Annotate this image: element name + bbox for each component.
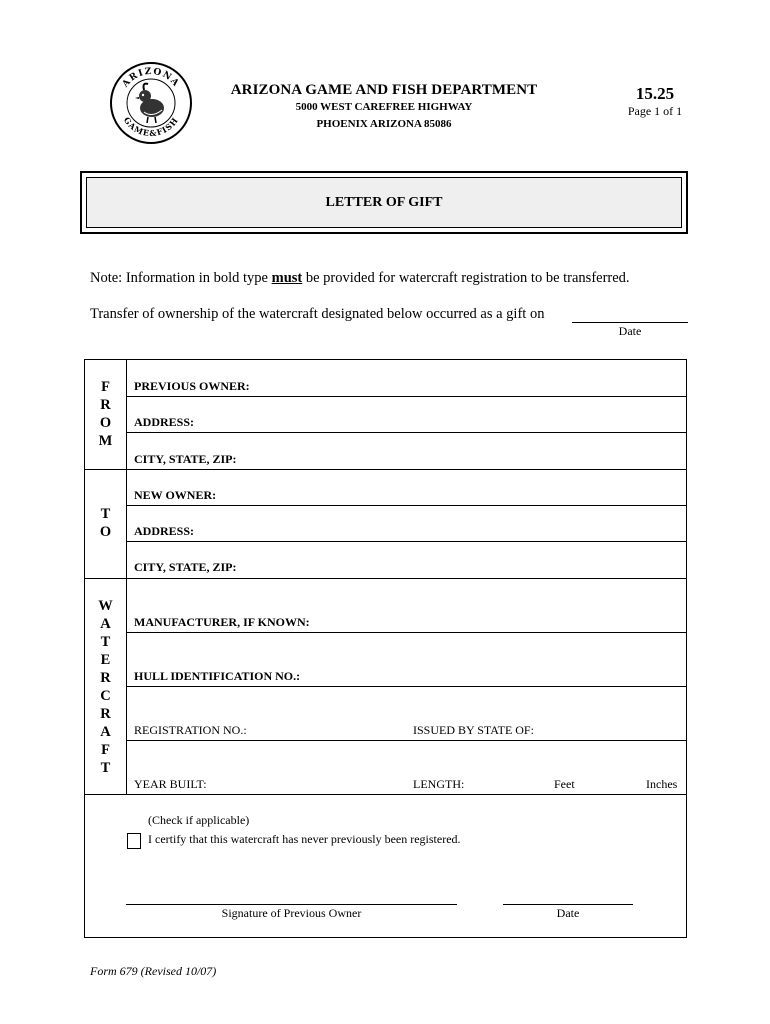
to-side-label (85, 505, 126, 541)
watercraft-side-label (85, 597, 126, 777)
side-letter: T (100, 634, 111, 650)
side-letter: A (100, 616, 111, 632)
document-title: LETTER OF GIFT (86, 177, 682, 228)
gift-date-label: Date (618, 324, 642, 338)
signature-date-label: Date (556, 906, 580, 920)
row-divider (126, 432, 686, 433)
gift-date-field[interactable] (572, 322, 688, 323)
side-letter: O (99, 524, 112, 540)
previous-owner-address-field[interactable]: ADDRESS: (134, 415, 195, 429)
new-owner-address-field[interactable]: ADDRESS: (134, 524, 195, 538)
side-letter: R (100, 397, 111, 413)
department-name: ARIZONA GAME AND FISH DEPARTMENT (230, 82, 538, 98)
signature-date-line[interactable] (503, 904, 633, 905)
side-letter: A (100, 724, 111, 740)
certification-statement: I certify that this watercraft has never previously been registered. (148, 832, 461, 846)
side-letter: F (101, 379, 110, 395)
row-divider (126, 541, 686, 542)
form-revision-footer: Form 679 (Revised 10/07) (90, 964, 217, 978)
row-divider (126, 505, 686, 506)
page-indicator: Page 1 of 1 (627, 104, 683, 118)
side-letter: E (100, 652, 111, 668)
check-if-applicable-label: (Check if applicable) (148, 813, 250, 827)
form-number: 15.25 (635, 84, 675, 103)
previous-owner-city-field[interactable]: CITY, STATE, ZIP: (134, 452, 237, 466)
note-suffix: be provided for watercraft registration to be transferred. (302, 270, 630, 286)
side-letter: O (99, 415, 112, 431)
row-divider (126, 686, 686, 687)
row-divider (126, 632, 686, 633)
svg-text:ARIZONA: ARIZONA (120, 66, 182, 90)
issued-by-state-field[interactable]: ISSUED BY STATE OF: (413, 723, 534, 737)
agency-seal-logo (108, 60, 194, 146)
svg-text:GAME&FISH: GAME&FISH (121, 114, 181, 139)
length-feet-unit: Feet (554, 777, 575, 791)
signature-label: Signature of Previous Owner (221, 906, 362, 920)
ownership-form-table (84, 359, 687, 938)
signature-line[interactable] (126, 904, 457, 905)
side-letter: T (100, 506, 111, 522)
section-divider (85, 469, 686, 470)
registration-number-field[interactable]: REGISTRATION NO.: (134, 723, 247, 737)
hull-id-field[interactable]: HULL IDENTIFICATION NO.: (134, 669, 301, 683)
side-letter: F (101, 742, 110, 758)
side-letter: M (98, 433, 113, 449)
note-prefix: Note: Information in bold type (90, 270, 272, 286)
side-letter: R (100, 670, 111, 686)
row-divider (126, 740, 686, 741)
note-text (90, 270, 630, 287)
title-box (80, 171, 688, 234)
side-letter: W (98, 598, 113, 614)
length-field[interactable]: LENGTH: (413, 777, 465, 791)
new-owner-field[interactable]: NEW OWNER: (134, 488, 217, 502)
column-divider (126, 360, 127, 794)
from-side-label (85, 378, 126, 450)
side-letter: T (100, 760, 111, 776)
note-emphasis: must (271, 270, 303, 286)
side-letter: R (100, 706, 111, 722)
section-divider (85, 794, 686, 795)
new-owner-city-field[interactable]: CITY, STATE, ZIP: (134, 560, 237, 574)
year-built-field[interactable]: YEAR BUILT: (134, 777, 207, 791)
manufacturer-field[interactable]: MANUFACTURER, IF KNOWN: (134, 615, 310, 629)
never-registered-checkbox[interactable] (127, 833, 141, 849)
address-line-1: 5000 WEST CAREFREE HIGHWAY (295, 101, 473, 113)
section-divider (85, 578, 686, 579)
side-letter: C (100, 688, 111, 704)
previous-owner-field[interactable]: PREVIOUS OWNER: (134, 379, 250, 393)
length-inches-unit: Inches (646, 777, 678, 791)
row-divider (126, 396, 686, 397)
address-line-2: PHOENIX ARIZONA 85086 (316, 118, 452, 130)
transfer-statement: Transfer of ownership of the watercraft designated below occurred as a gift on (90, 306, 545, 322)
